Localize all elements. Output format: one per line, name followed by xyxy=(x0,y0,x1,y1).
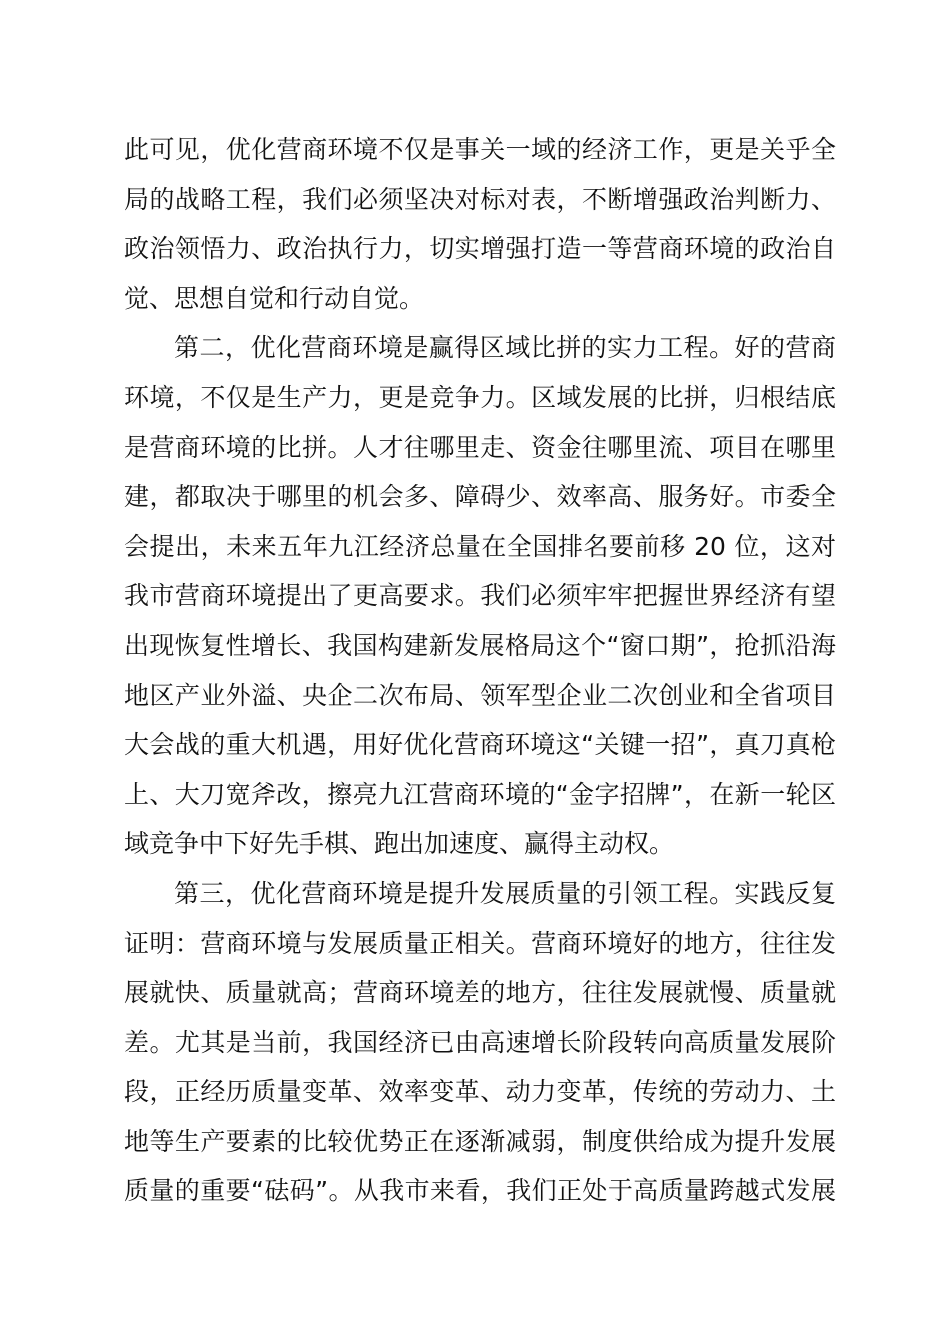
text-line: 此可见，优化营商环境不仅是事关一域的经济工作，更是关乎全 xyxy=(124,135,836,164)
paragraph-first-line: 第三，优化营商环境是提升发展质量的引领工程。实践反复 xyxy=(174,878,836,908)
text-line: 是营商环境的比拼。人才往哪里走、资金往哪里流、项目在哪里 xyxy=(124,432,836,462)
text-line: 地等生产要素的比较优势正在逐渐减弱，制度供给成为提升发展 xyxy=(124,1126,836,1156)
paragraph-first-line: 第二，优化营商环境是赢得区域比拼的实力工程。好的营商 xyxy=(174,333,836,363)
text-line: 展就快、质量就高；营商环境差的地方，往往发展就慢、质量就 xyxy=(124,978,836,1008)
text-line: 觉、思想自觉和行动自觉。 xyxy=(124,283,425,313)
text-line: 地区产业外溢、央企二次布局、领军型企业二次创业和全省项目 xyxy=(124,680,836,710)
text-line: 大会战的重大机遇，用好优化营商环境这“关键一招”，真刀真枪 xyxy=(124,730,836,760)
text-line: 域竞争中下好先手棋、跑出加速度、赢得主动权。 xyxy=(124,829,675,859)
text-line: 上、大刀宽斧改，擦亮九江营商环境的“金字招牌”，在新一轮区 xyxy=(124,779,836,809)
text-line: 出现恢复性增长、我国构建新发展格局这个“窗口期”，抢抓沿海 xyxy=(124,630,836,660)
text-line: 会提出，未来五年九江经济总量在全国排名要前移 20 位，这对 xyxy=(124,531,836,561)
text-line: 质量的重要“砝码”。从我市来看，我们正处于高质量跨越式发展 xyxy=(124,1176,836,1206)
text-line: 环境，不仅是生产力，更是竞争力。区域发展的比拼，归根结底 xyxy=(124,382,836,412)
text-line: 我市营商环境提出了更高要求。我们必须牢牢把握世界经济有望 xyxy=(124,581,836,611)
text-line: 局的战略工程，我们必须坚决对标对表，不断增强政治判断力、 xyxy=(124,184,836,214)
body-text xyxy=(124,125,836,1216)
text-line: 政治领悟力、政治执行力，切实增强打造一等营商环境的政治自 xyxy=(124,234,836,264)
text-line: 段，正经历质量变革、效率变革、动力变革，传统的劳动力、土 xyxy=(124,1077,836,1107)
text-line: 建，都取决于哪里的机会多、障碍少、效率高、服务好。市委全 xyxy=(124,482,836,512)
text-line: 差。尤其是当前，我国经济已由高速增长阶段转向高质量发展阶 xyxy=(124,1027,836,1057)
text-line: 证明：营商环境与发展质量正相关。营商环境好的地方，往往发 xyxy=(124,928,836,958)
